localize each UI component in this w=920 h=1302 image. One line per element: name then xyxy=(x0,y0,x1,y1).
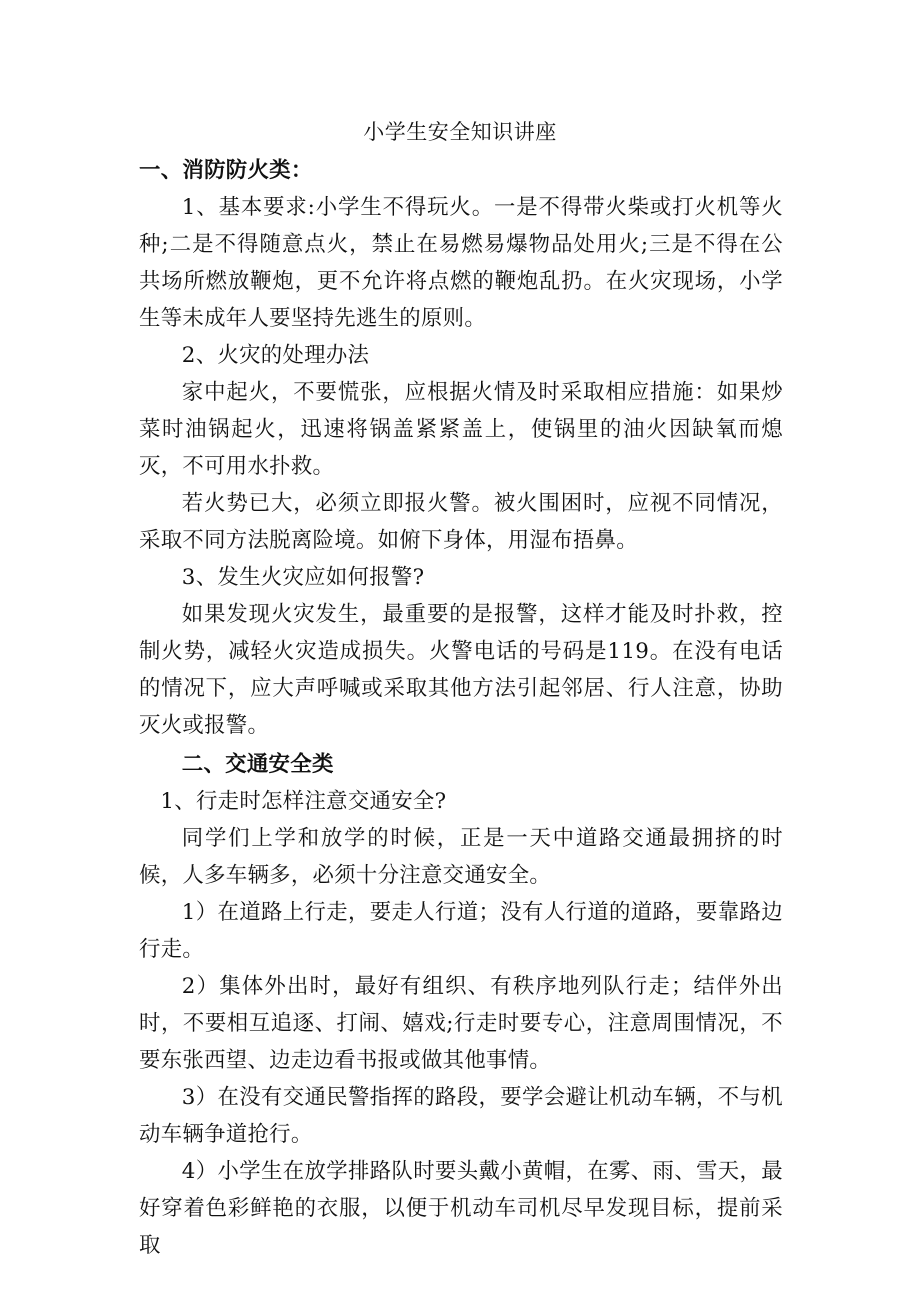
fire-basic-requirements: 1、基本要求:小学生不得玩火。一是不得带火柴或打火机等火种;二是不得随意点火，禁止在易燃易爆物品处用火;三是不得在公共场所燃放鞭炮，更不允许将点燃的鞭炮乱扔。在火灾现场，小学生等未成年人要坚持先逃生的原则。 xyxy=(139,195,783,331)
section-heading-traffic: 二、交通安全类 xyxy=(181,752,334,777)
walking-point-1: 1）在道路上行走，要走人行道；没有人行道的道路，要靠路边行走。 xyxy=(139,900,783,962)
fire-handling-para-2: 若火势已大，必须立即报火警。被火围困时，应视不同情况，采取不同方法脱离险境。如俯下身体，用湿布捂鼻。 xyxy=(139,491,783,553)
fire-report-heading: 3、发生火灾应如何报警? xyxy=(181,565,425,590)
fire-report-para: 如果发现火灾发生，最重要的是报警，这样才能及时扑救，控制火势，减轻火灾造成损失。火警电话的号码是119。在没有电话的情况下，应大声呼喊或采取其他方法引起邻居、行人注意，协助灭火或报警。 xyxy=(139,602,783,738)
walking-point-4: 4）小学生在放学排路队时要头戴小黄帽，在雾、雨、雪天，最好穿着色彩鲜艳的衣服，以便于机动车司机尽早发现目标，提前采取 xyxy=(139,1159,783,1258)
walking-safety-intro: 同学们上学和放学的时候，正是一天中道路交通最拥挤的时候，人多车辆多，必须十分注意交通安全。 xyxy=(139,826,783,888)
walking-safety-heading: 1、行走时怎样注意交通安全? xyxy=(160,789,447,814)
section-heading-fire: 一、消防防火类： xyxy=(139,158,313,183)
fire-handling-heading: 2、火灾的处理办法 xyxy=(181,343,370,368)
document-body xyxy=(139,152,783,1264)
document-title: 小学生安全知识讲座 xyxy=(363,120,557,144)
walking-point-3: 3）在没有交通民警指挥的路段，要学会避让机动车辆，不与机动车辆争道抢行。 xyxy=(139,1085,783,1147)
fire-handling-para-1: 家中起火，不要慌张，应根据火情及时采取相应措施：如果炒菜时油锅起火，迅速将锅盖紧紧盖上，使锅里的油火因缺氧而熄灭，不可用水扑救。 xyxy=(139,380,783,479)
walking-point-2: 2）集体外出时，最好有组织、有秩序地列队行走；结伴外出时，不要相互追逐、打闹、嬉戏;行走时要专心，注意周围情况，不要东张西望、边走边看书报或做其他事情。 xyxy=(139,974,783,1073)
